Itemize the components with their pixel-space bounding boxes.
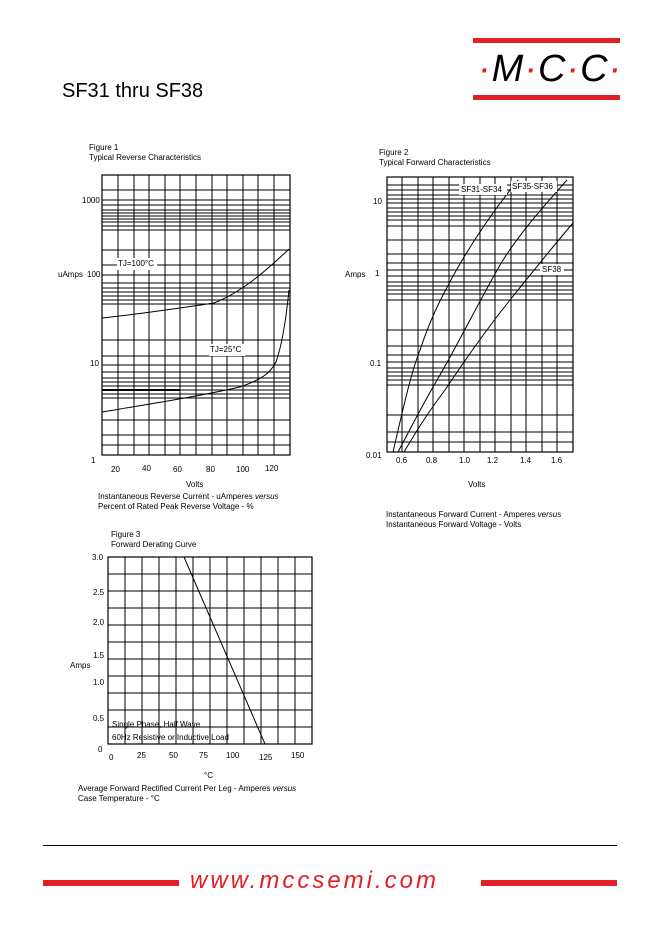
fig3-caption: Average Forward Rectified Current Per Leg - Amperes versus Case Temperature - °C	[78, 784, 297, 803]
fig3-xtick-0: 0	[109, 753, 114, 762]
fig1-xtick-20: 20	[111, 465, 120, 474]
fig3-ytick-2.0: 2.0	[93, 618, 105, 627]
fig3-xlabel: °C	[204, 771, 213, 780]
fig3-ytick-1.0: 1.0	[93, 678, 105, 687]
footer-url[interactable]: www.mccsemi.com	[190, 867, 440, 894]
fig3-ytick-0: 0	[98, 745, 103, 754]
fig1-caption: Instantaneous Reverse Current - uAmperes versus Percent of Rated Peak Reverse Voltage - %	[98, 492, 279, 511]
fig1-xtick-60: 60	[173, 465, 182, 474]
fig3-ylabel: Amps	[70, 661, 91, 670]
fig1-xtick-100: 100	[236, 465, 250, 474]
fig3-xtick-75: 75	[199, 751, 208, 760]
fig2-label-sf35-sf36: SF35-SF36	[512, 182, 553, 191]
fig1-label-tj100: TJ=100°C	[118, 259, 154, 268]
fig1-xtick-120: 120	[265, 464, 279, 473]
fig3-xtick-125: 125	[259, 753, 273, 762]
page-title: SF31 thru SF38	[62, 80, 204, 102]
fig3-note-1: Single Phase, Half Wave	[112, 720, 201, 729]
footer-rule	[43, 845, 617, 846]
fig2-xlabel: Volts	[468, 480, 486, 489]
fig1-ytick-10: 10	[90, 359, 99, 368]
fig2-ytick-10: 10	[373, 197, 382, 206]
fig2-ylabel: Amps	[345, 270, 366, 279]
mcc-logo: ·M·C·C·	[478, 48, 623, 90]
fig2-caption: Instantaneous Forward Current - Amperes versus Instantaneous Forward Voltage - Volts	[386, 510, 562, 529]
fig3-xtick-50: 50	[169, 751, 178, 760]
fig1-xlabel: Volts	[186, 480, 204, 489]
fig3-ytick-2.5: 2.5	[93, 588, 105, 597]
fig3-xtick-25: 25	[137, 751, 146, 760]
fig1-label: Figure 1	[89, 143, 119, 152]
fig2-title: Typical Forward Characteristics	[379, 158, 491, 167]
fig2-label-sf38: SF38	[542, 265, 562, 274]
fig2-xtick-1.2: 1.2	[487, 456, 499, 465]
fig3-ytick-1.5: 1.5	[93, 651, 105, 660]
fig3-ytick-3.0: 3.0	[92, 553, 104, 562]
footer-right-bar	[481, 880, 617, 886]
fig2-xtick-1.6: 1.6	[551, 456, 563, 465]
fig3-title: Forward Derating Curve	[111, 540, 197, 549]
footer-left-bar	[43, 880, 179, 886]
fig1-label-tj25: TJ=25°C	[210, 345, 242, 354]
fig3-derating-slope	[184, 557, 265, 744]
fig1-ytick-1: 1	[91, 456, 96, 465]
fig2-label-sf31-sf34: SF31-SF34	[461, 185, 502, 194]
fig2-xtick-0.8: 0.8	[426, 456, 438, 465]
fig1-ylabel: uAmps	[58, 270, 83, 279]
fig2-xtick-0.6: 0.6	[396, 456, 408, 465]
fig3-note-2: 60Hz Resistive or Inductive Load	[112, 733, 229, 742]
fig3-label: Figure 3	[111, 530, 141, 539]
fig2-ytick-1: 1	[375, 269, 380, 278]
fig2-label: Figure 2	[379, 148, 409, 157]
fig3-ytick-0.5: 0.5	[93, 714, 105, 723]
fig2-xtick-1.0: 1.0	[459, 456, 471, 465]
fig3-xtick-100: 100	[226, 751, 240, 760]
fig1-xtick-80: 80	[206, 465, 215, 474]
fig1-ytick-1000: 1000	[82, 196, 100, 205]
fig2-ytick-0.01: 0.01	[366, 451, 382, 460]
fig2-xtick-1.4: 1.4	[520, 456, 532, 465]
fig1-ytick-100: 100	[87, 270, 101, 279]
fig1-xtick-40: 40	[142, 464, 151, 473]
fig2-ytick-0.1: 0.1	[370, 359, 382, 368]
fig3-xtick-150: 150	[291, 751, 305, 760]
fig1-title: Typical Reverse Characteristics	[89, 153, 202, 162]
